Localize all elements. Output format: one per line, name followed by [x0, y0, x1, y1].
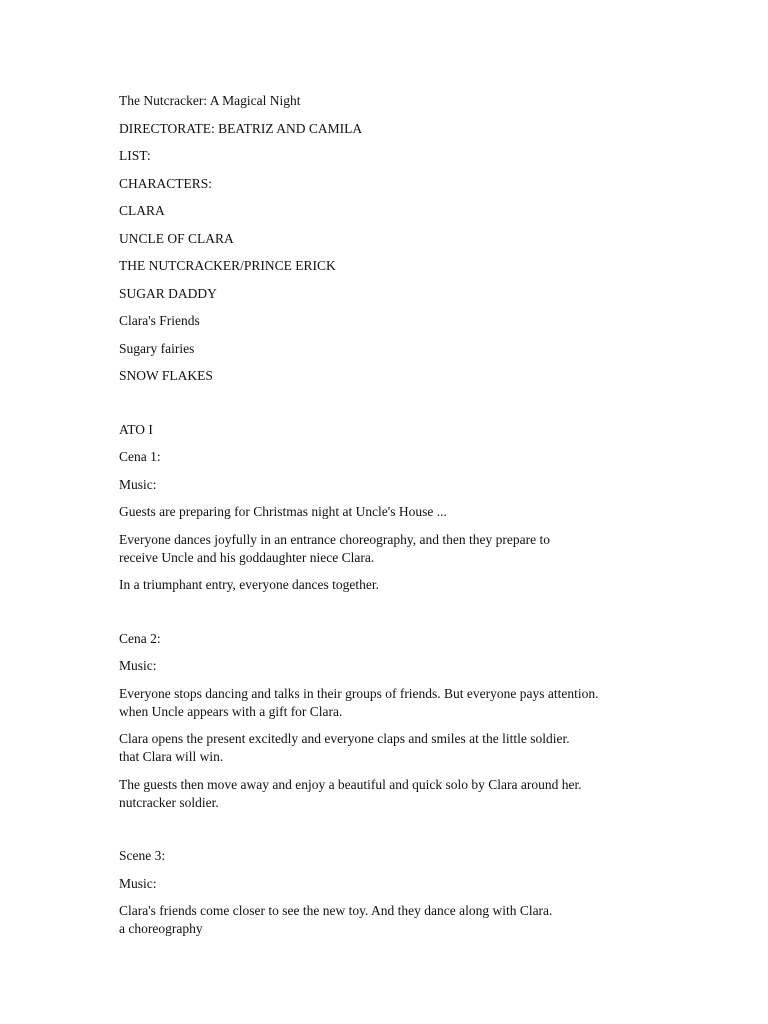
- character-item: THE NUTCRACKER/PRINCE ERICK: [119, 258, 336, 273]
- section-spacer: [119, 395, 639, 421]
- scene-paragraph: [119, 776, 639, 812]
- character-item: SUGAR DADDY: [119, 285, 217, 301]
- paragraph-line: Everyone stops dancing and talks in their groups of friends. But everyone pays attention.: [119, 685, 599, 701]
- paragraph-line: a choreography: [119, 921, 203, 936]
- scene-3: [119, 847, 639, 938]
- scene-heading: Cena 1:: [119, 449, 161, 464]
- scene-paragraph: [119, 531, 639, 567]
- paragraph-line: when Uncle appears with a gift for Clara.: [119, 703, 343, 719]
- character-item: Sugary fairies: [119, 340, 195, 356]
- document-page: [119, 92, 639, 948]
- paragraph-line: that Clara will win.: [119, 749, 224, 764]
- paragraph-line: Clara's friends come closer to see the new toy. And they dance along with Clara.: [119, 903, 553, 918]
- scene-paragraph: In a triumphant entry, everyone dances together.: [119, 577, 380, 592]
- paragraph-line: nutcracker soldier.: [119, 794, 219, 810]
- scene-2: [119, 630, 639, 812]
- music-label: Music:: [119, 875, 157, 891]
- character-item: UNCLE OF CLARA: [119, 230, 234, 246]
- character-item: SNOW FLAKES: [119, 368, 213, 383]
- scene-paragraph: Guests are preparing for Christmas night at Uncle's House ...: [119, 504, 447, 519]
- paragraph-line: The guests then move away and enjoy a beautiful and quick solo by Clara around her.: [119, 776, 582, 792]
- act-heading: ATO I: [119, 421, 153, 437]
- paragraph-line: receive Uncle and his goddaughter niece Clara.: [119, 549, 375, 565]
- section-spacer: [119, 821, 639, 847]
- scene-heading: Scene 3:: [119, 848, 166, 863]
- characters-label: CHARACTERS:: [119, 175, 213, 191]
- section-spacer: [119, 604, 639, 630]
- character-item: CLARA: [119, 203, 165, 218]
- music-label: Music:: [119, 476, 157, 492]
- scene-1: [119, 448, 639, 594]
- character-item: Clara's Friends: [119, 313, 200, 328]
- document-title: The Nutcracker: A Magical Night: [119, 93, 301, 108]
- paragraph-line: Everyone dances joyfully in an entrance choreography, and then they prepare to: [119, 531, 550, 547]
- music-label: Music:: [119, 658, 157, 673]
- scene-paragraph: [119, 902, 639, 938]
- character-list: [119, 202, 639, 385]
- scene-heading: Cena 2:: [119, 630, 161, 646]
- paragraph-line: Clara opens the present excitedly and everyone claps and smiles at the little soldier.: [119, 731, 570, 746]
- scene-paragraph: [119, 685, 639, 721]
- scene-paragraph: [119, 730, 639, 766]
- directorate-line: DIRECTORATE: BEATRIZ AND CAMILA: [119, 120, 363, 136]
- list-label: LIST:: [119, 148, 151, 163]
